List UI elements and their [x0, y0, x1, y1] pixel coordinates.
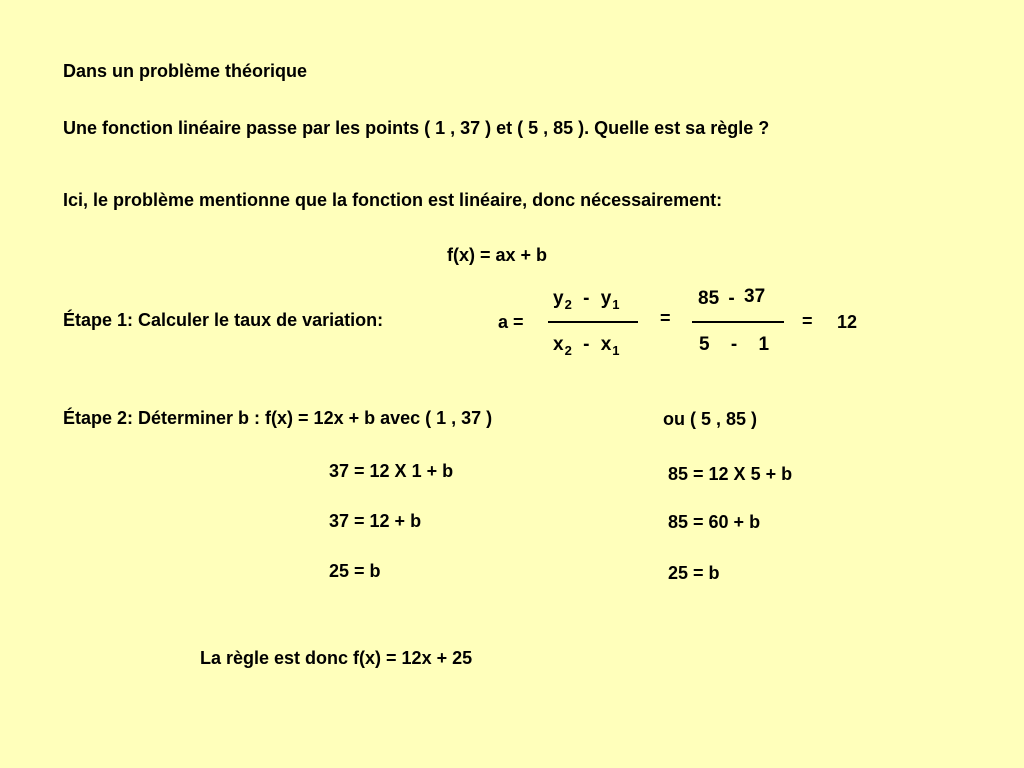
- denominator-minus: -: [583, 334, 590, 355]
- step2-alternative-point: ou ( 5 , 85 ): [663, 409, 758, 429]
- general-form: f(x) = ax + b: [447, 245, 548, 265]
- x2-subscript: 2: [564, 343, 572, 358]
- numeric-numerator: [698, 288, 765, 310]
- right-calc-line-1: 85 = 12 X 5 + b: [668, 464, 793, 484]
- step1-label: Étape 1: Calculer le taux de variation:: [63, 310, 384, 330]
- formula-denominator: [553, 334, 620, 357]
- conclusion: La règle est donc f(x) = 12x + 25: [200, 648, 473, 668]
- heading: Dans un problème théorique: [63, 61, 308, 81]
- a-label: a =: [498, 312, 524, 332]
- explanation: Ici, le problème mentionne que la fonction est linéaire, donc nécessairement:: [63, 190, 723, 210]
- x1-subscript: 1: [612, 343, 620, 358]
- formula-fraction-bar: [548, 321, 638, 323]
- rate-result: 12: [837, 312, 858, 332]
- right-calc-line-3: 25 = b: [668, 563, 720, 583]
- numeric-fraction-bar: [692, 321, 784, 323]
- numerator-minus: -: [583, 288, 590, 309]
- x2-symbol: x: [553, 334, 564, 355]
- formula-numerator: [553, 288, 620, 311]
- denominator-value-a: 5: [699, 334, 710, 355]
- x1-symbol: x: [600, 334, 612, 355]
- y1-symbol: y: [600, 288, 612, 309]
- y2-subscript: 2: [564, 297, 572, 312]
- numerator-value-a: 85: [698, 288, 720, 309]
- numeric-denominator: [699, 334, 769, 356]
- left-calc-line-1: 37 = 12 X 1 + b: [329, 461, 454, 481]
- y2-symbol: y: [553, 288, 564, 309]
- denominator-value-minus: -: [730, 334, 738, 355]
- step2-label: Étape 2: Déterminer b : f(x) = 12x + b avec ( 1 , 37 ): [63, 408, 493, 428]
- left-calc-line-3: 25 = b: [329, 561, 381, 581]
- equals-sign-2: =: [802, 311, 813, 331]
- y1-subscript: 1: [612, 297, 620, 312]
- numerator-value-b: 37: [744, 286, 766, 307]
- numerator-value-minus: -: [728, 288, 735, 309]
- right-calc-line-2: 85 = 60 + b: [668, 512, 761, 532]
- left-calc-line-2: 37 = 12 + b: [329, 511, 422, 531]
- problem-statement: Une fonction linéaire passe par les points ( 1 , 37 ) et ( 5 , 85 ). Quelle est sa règle ?: [63, 118, 770, 138]
- equals-sign-1: =: [660, 308, 671, 328]
- denominator-value-b: 1: [758, 334, 770, 355]
